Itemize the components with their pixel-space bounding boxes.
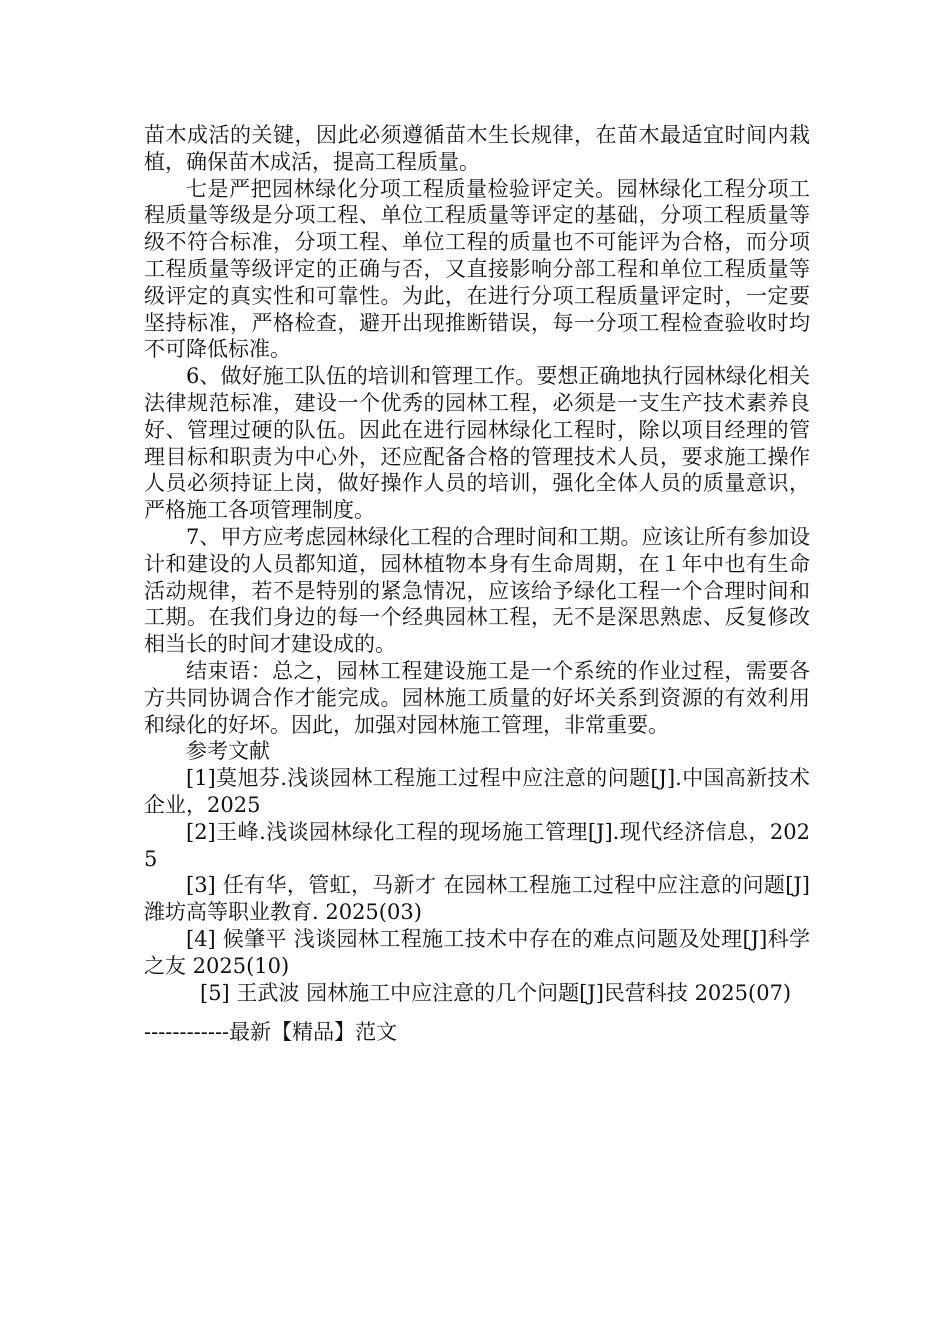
- reference-item-5: [5] 王武波 园林施工中应注意的几个问题[J]民营科技 2025(07): [200, 980, 792, 1005]
- reference-item-4: [4] 候肇平 浅谈园林工程施工技术中存在的难点问题及处理[J]科学之友 2025(10): [144, 926, 810, 978]
- paragraph-item-6: 6、做好施工队伍的培训和管理工作。要想正确地执行园林绿化相关法律规范标准，建设一个优秀的园林工程，必须是一支生产技术素养良好、管理过硬的队伍。因此在进行园林绿化工程时，除以项目经理的管理目标和职责为中心外，还应配备合格的管理技术人员，要求施工操作人员必须持证上岗，做好操作人员的培训，强化全体人员的质量意识，严格施工各项管理制度。: [144, 364, 810, 523]
- reference-item-3: [3] 任有华，管虹，马新才 在园林工程施工过程中应注意的问题[J]潍坊高等职业教育. 2025(03): [144, 873, 810, 925]
- paragraph-conclusion: 结束语：总之，园林工程建设施工是一个系统的作业过程，需要各方共同协调合作才能完成。园林施工质量的好坏关系到资源的有效利用和绿化的好坏。因此，加强对园林施工管理，非常重要。: [144, 658, 810, 737]
- paragraph-item-seven: 七是严把园林绿化分项工程质量检验评定关。园林绿化工程分项工程质量等级是分项工程、单位工程质量等评定的基础，分项工程质量等级不符合标准，分项工程、单位工程的质量也不可能评为合格，而分项工程质量等级评定的正确与否，又直接影响分部工程和单位工程质量等级评定的真实性和可靠性。为此，在进行分项工程质量评定时，一定要坚持标准，严格检查，避开出现推断错误，每一分项工程检查验收时均不可降低标准。: [144, 176, 810, 362]
- references-heading: 参考文献: [186, 739, 270, 764]
- paragraph-item-7: 7、甲方应考虑园林绿化工程的合理时间和工期。应该让所有参加设计和建设的人员都知道，园林植物本身有生命周期，在１年中也有生命活动规律，若不是特别的紧急情况，应该给予绿化工程一个合理时间和工期。在我们身边的每一个经典园林工程，无不是深思熟虑、反复修改相当长的时间才建设成的。: [144, 524, 810, 657]
- reference-item-1: [1]莫旭芬.浅谈园林工程施工过程中应注意的问题[J].中国高新技术企业，2025: [144, 766, 810, 817]
- reference-item-2: [2]王峰.浅谈园林绿化工程的现场施工管理[J].现代经济信息，2025: [144, 819, 810, 871]
- footer-text: ------------最新【精品】范文: [144, 1020, 398, 1044]
- paragraph-continuation: 苗木成活的关键，因此必须遵循苗木生长规律，在苗木最适宜时间内栽植，确保苗木成活，提高工程质量。: [144, 123, 810, 174]
- document-body: [144, 122, 810, 1006]
